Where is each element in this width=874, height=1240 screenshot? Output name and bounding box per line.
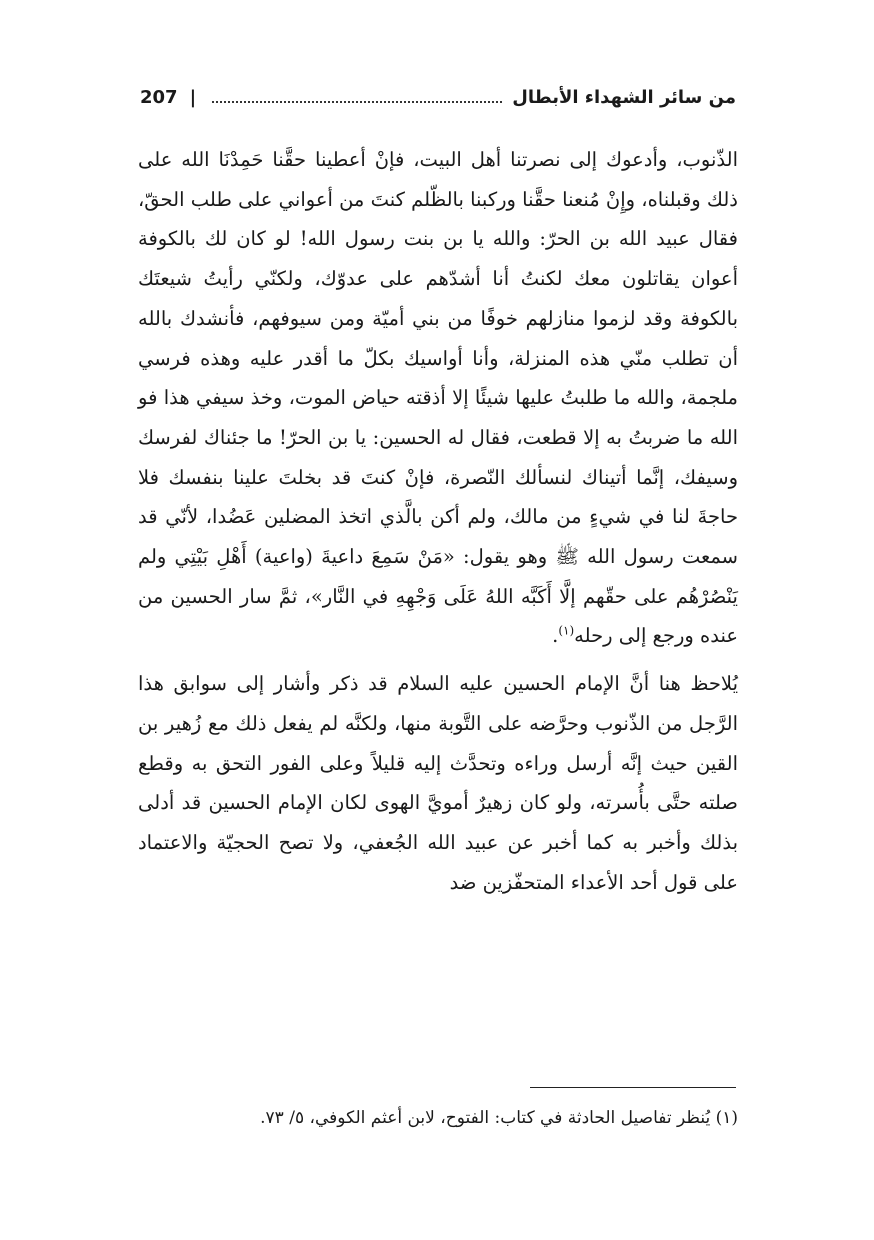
footnote: (١) يُنظر تفاصيل الحادثة في كتاب: الفتوح، لابن أعثم الكوفي، ٥/ ٧٣. [260,1108,738,1128]
main-text [138,140,738,902]
page-header [140,80,736,114]
running-title: من سائر الشهداء الأبطال [512,86,736,108]
dot-leader [212,101,502,103]
paragraph-1-end: . [552,624,559,648]
footnote-divider [530,1087,736,1088]
footnote-reference[interactable]: (١) [558,623,575,638]
page-number: 207 [140,86,178,108]
paragraph-1-text: الذّنوب، وأدعوك إلى نصرتنا أهل البيت، فإنْ أعطينا حقَّنا حَمِدْنَا الله على ذلك وقبلناه، وإِنْ مُنعنا حقَّنا وركبنا بالظّلم كنتَ من أعواني على طلب الحقّ، فقال عبيد الله بن الحرّ: والله يا بن بنت رسول الله! لو كان لك بالكوفة أعوان يقاتلون معك لكنتُ أنا أشدّهم على عدوّك، ولكنّي رأيتُ شيعتَك بالكوفة وقد لزموا منازلهم خوفًا من بني أميّة ومن سيوفهم، فأنشدك بالله أن تطلب منّي هذه المنزلة، وأنا أواسيك بكلّ ما أقدر عليه وهذه فرسي ملجمة، والله ما طلبتُ عليها شيئًا إلا أذقته حياض الموت، وخذ سيفي هذا فو الله ما ضربتُ به إلا قطعت، فقال له الحسين: يا بن الحرّ! ما جئناك لفرسك وسيفك، إنَّما أتيناك لنسألك النّصرة، فإنْ كنتَ قد بخلتَ علينا بنفسك فلا حاجةَ لنا في شيءٍ من مالك، ولم أكن بالَّذي اتخذ المضلين عَضُدا، لأنّي قد سمعت رسول الله ﷺ وهو يقول: «مَنْ سَمِعَ داعيةَ (واعية) أَهْلِ بَيْتِي ولم يَنْصُرْهُم على حقّهم إلَّا أَكَبَّه اللهُ عَلَى وَجْهِهِ في النَّار»، ثمَّ سار الحسين من عنده ورجع إلى رحله [138,148,738,648]
paragraph-2: يُلاحظ هنا أنَّ الإمام الحسين عليه السلام قد ذكر وأشار إلى سوابق هذا الرَّجل من الذّنوب وحرَّضه على التَّوبة منها، ولكنَّه لم يفعل ذلك مع زُهير بن القين حيث إنَّه أرسل وراءه وتحدَّث إليه قليلاً وعلى الفور التحق به وقطع صلته حتَّى بأُسرته، ولو كان زهيرٌ أمويَّ الهوى لكان الإمام الحسين قد أدلى بذلك وأخبر به كما أخبر عن عبيد الله الجُعفي، ولا تصح الحجيّة والاعتماد على قول أحد الأعداء المتحفّزين ضد [138,672,738,894]
header-separator: | [189,86,197,108]
paragraph-1 [138,140,738,656]
